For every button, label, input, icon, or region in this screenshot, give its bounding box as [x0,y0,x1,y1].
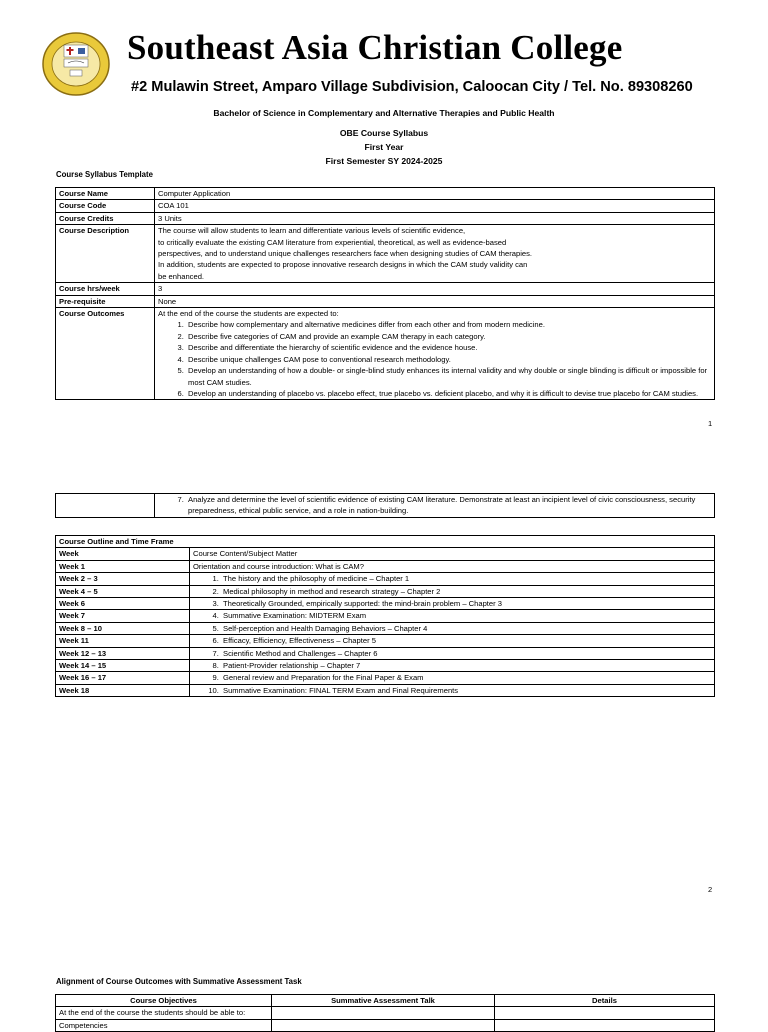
table-row [56,225,715,283]
description-line: In addition, students are expected to propose innovative research designs in which the CAM study validity can [158,260,528,270]
content-cell [190,585,715,597]
outcomes-intro: At the end of the course the students are expected to: [158,309,339,319]
table-row [56,585,715,597]
content-cell [190,684,715,696]
page-number: 2 [708,885,713,894]
content-item: 3. Theoretically Grounded, empirically supported: the mind-brain problem – Chapter 3 [221,598,711,609]
empty-cell [495,1007,715,1019]
table-row [56,200,715,212]
week-cell: Week 12 – 13 [56,647,190,659]
content-item: 7. Scientific Method and Challenges – Chapter 6 [221,648,711,659]
content-cell [190,672,715,684]
outcomes-list [158,319,711,399]
table-row [56,672,715,684]
course-name-label: Course Name [56,188,155,200]
description-line: perspectives, and to understand unique challenges researchers face when designing studies of CAM therapies. [158,249,533,259]
outcomes-continuation-table [55,493,715,518]
table-row [56,494,715,518]
content-cell [190,573,715,585]
table-row [56,995,715,1007]
prerequisite-value: None [155,295,715,307]
table-row [56,684,715,696]
table-row [56,295,715,307]
course-name-value: Computer Application [155,188,715,200]
content-item: 6. Efficacy, Efficiency, Effectiveness – Chapter 5 [221,635,711,646]
course-info-table [55,187,715,400]
table-row [56,622,715,634]
course-credits-value: 3 Units [155,212,715,224]
week-header: Week [56,548,190,560]
college-seal-logo [42,32,110,96]
content-cell [190,647,715,659]
college-name: Southeast Asia Christian College [127,28,623,67]
assessment-header: Summative Assessment Talk [272,995,495,1007]
outcome-item: 7. Analyze and determine the level of scientific evidence of existing CAM literature. Demonstrate at least an incipient level of civic consciousness, security preparedness, ethical public service, and a role in nation-building. [186,494,711,517]
content-item: 10. Summative Examination: FINAL TERM Exam and Final Requirements [221,685,711,696]
week-cell: Week 16 – 17 [56,672,190,684]
outline-title: Course Outline and Time Frame [56,536,715,548]
alignment-title: Alignment of Course Outcomes with Summative Assessment Task [56,977,302,986]
semester: First Semester SY 2024-2025 [325,156,443,166]
prerequisite-label: Pre-requisite [56,295,155,307]
course-description-label: Course Description [56,225,155,283]
outcomes-list [158,494,711,517]
empty-cell [272,1007,495,1019]
week-cell: Week 8 – 10 [56,622,190,634]
course-description-value [155,225,715,283]
table-row [56,188,715,200]
table-row [56,573,715,585]
objectives-header: Course Objectives [56,995,272,1007]
table-row [56,1007,715,1019]
description-line: to critically evaluate the existing CAM literature from experiential, theoretical, as well as evidence-based [158,237,507,247]
course-hours-label: Course hrs/week [56,283,155,295]
course-hours-value: 3 [155,283,715,295]
week-cell: Week 4 – 5 [56,585,190,597]
table-row [56,660,715,672]
content-header: Course Content/Subject Matter [190,548,715,560]
table-row [56,635,715,647]
alignment-table [55,994,715,1032]
table-row [56,1019,715,1031]
content-cell [190,635,715,647]
table-row [56,212,715,224]
year-level: First Year [364,142,404,152]
table-row [56,308,715,400]
course-outline-table [55,535,715,697]
objectives-cell: Competencies [56,1019,272,1031]
doc-title: OBE Course Syllabus [339,128,429,138]
content-item: 9. General review and Preparation for the Final Paper & Exam [221,672,711,683]
empty-cell [272,1019,495,1031]
course-outcomes-value [155,308,715,400]
course-code-label: Course Code [56,200,155,212]
week-cell: Week 2 – 3 [56,573,190,585]
course-outcomes-label: Course Outcomes [56,308,155,400]
week-cell: Week 6 [56,598,190,610]
content-item: 1. The history and the philosophy of medicine – Chapter 1 [221,573,711,584]
content-item: 8. Patient-Provider relationship – Chapter 7 [221,660,711,671]
week-cell: Week 11 [56,635,190,647]
outcome-item: 2. Describe five categories of CAM and provide an example CAM therapy in each category. [186,331,711,342]
week-cell: Week 18 [56,684,190,696]
empty-cell [56,494,155,518]
objectives-cell: At the end of the course the students should be able to: [56,1007,272,1019]
table-row [56,283,715,295]
description-line: The course will allow students to learn and differentiate various levels of scientific evidence, [158,226,466,236]
outcome-item: 3. Describe and differentiate the hierarchy of scientific evidence and the evidence house. [186,342,711,353]
details-header: Details [495,995,715,1007]
content-item: 5. Self-perception and Health Damaging Behaviors – Chapter 4 [221,623,711,634]
empty-cell [495,1019,715,1031]
content-item: 4. Summative Examination: MIDTERM Exam [221,610,711,621]
content-cell [190,610,715,622]
week-cell: Week 1 [56,560,190,572]
week-cell: Week 7 [56,610,190,622]
table-row [56,598,715,610]
outcome-item: 6. Develop an understanding of placebo vs. placebo effect, true placebo vs. deficient placebo, and why it is difficult to devise true placebo for CAM studies. [186,388,711,399]
course-credits-label: Course Credits [56,212,155,224]
table-row [56,647,715,659]
template-label: Course Syllabus Template [56,170,153,179]
table-row [56,560,715,572]
outcome-continuation [155,494,715,518]
page-number: 1 [708,419,713,428]
college-address: #2 Mulawin Street, Amparo Village Subdivision, Caloocan City / Tel. No. 89308260 [131,79,693,95]
course-code-value: COA 101 [155,200,715,212]
content-cell [190,598,715,610]
table-row [56,548,715,560]
content-item: 2. Medical philosophy in method and research strategy – Chapter 2 [221,586,711,597]
description-line: be enhanced. [158,271,205,281]
table-row [56,610,715,622]
outcome-item: 1. Describe how complementary and alternative medicines differ from each other and from modern medicine. [186,319,711,330]
program-name: Bachelor of Science in Complementary and Alternative Therapies and Public Health [213,108,555,118]
outcome-item: 5. Develop an understanding of how a double- or single-blind study enhances its internal validity and why double or single blinding is difficult or impossible for most CAM studies. [186,365,711,388]
week-cell: Week 14 – 15 [56,660,190,672]
content-cell [190,660,715,672]
outcome-item: 4. Describe unique challenges CAM pose to conventional research methodology. [186,354,711,365]
table-row [56,536,715,548]
content-cell: Orientation and course introduction: What is CAM? [190,560,715,572]
content-cell [190,622,715,634]
